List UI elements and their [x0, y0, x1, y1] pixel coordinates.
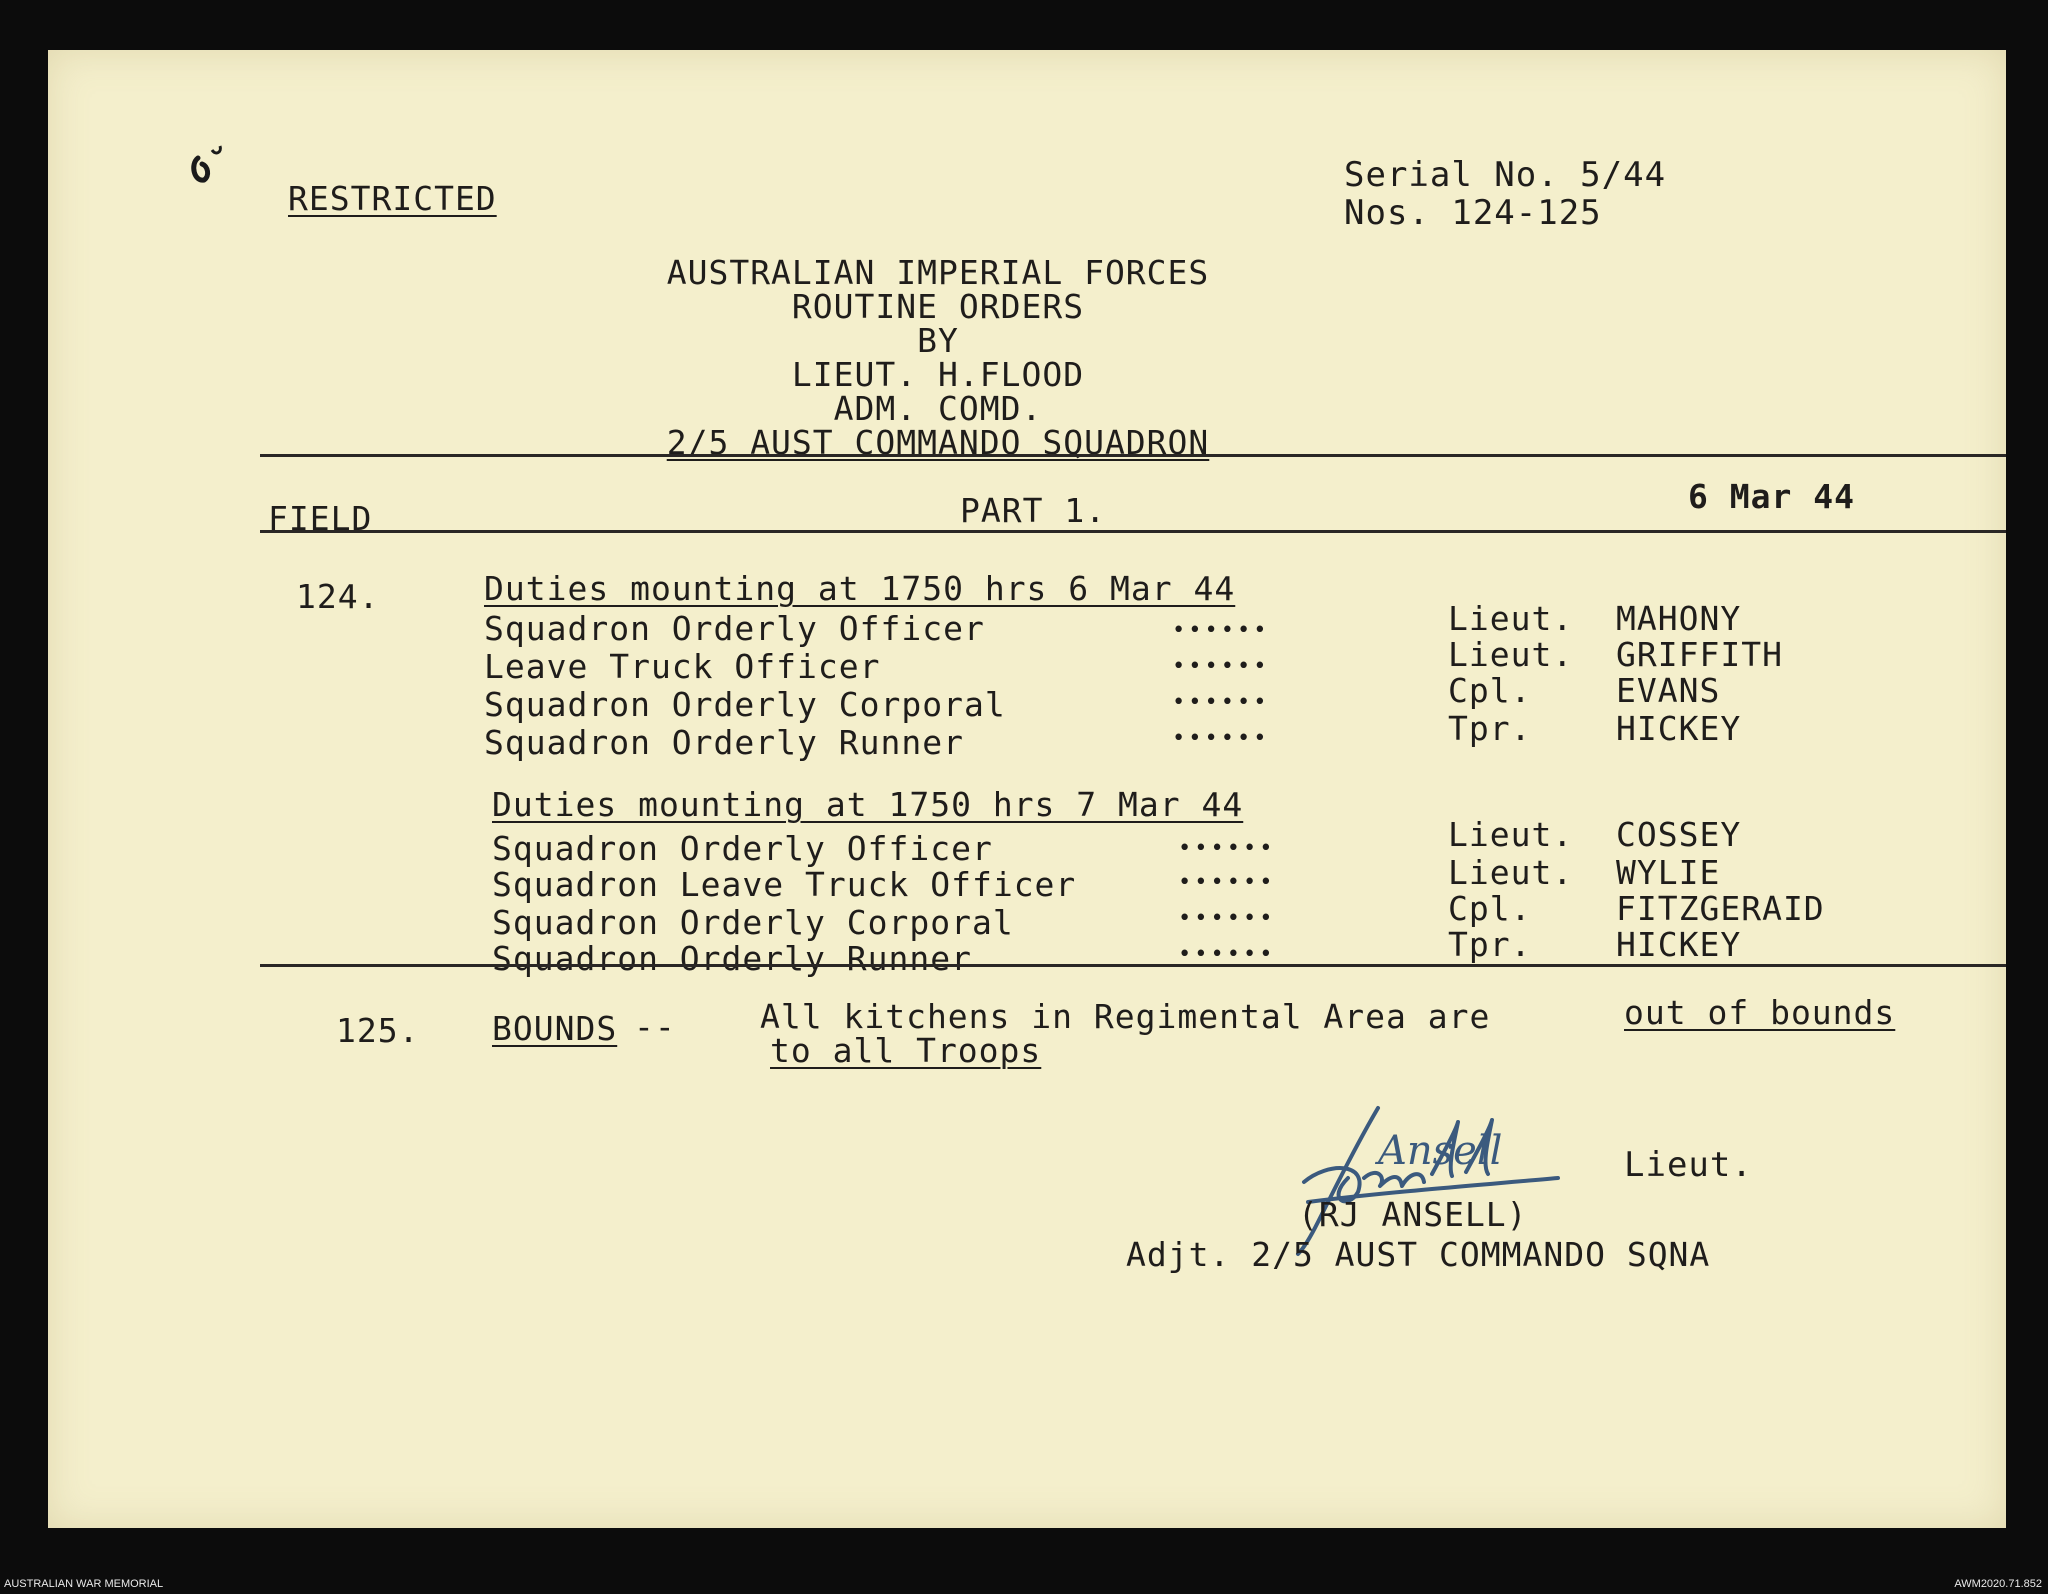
title-line-3: BY — [917, 321, 959, 360]
classification-label: RESTRICTED — [288, 179, 497, 218]
duty-label: Squadron Orderly Officer — [492, 829, 993, 868]
title-line-1: AUSTRALIAN IMPERIAL FORCES — [666, 253, 1210, 292]
dot-leader: •••••• — [1172, 654, 1270, 679]
duty-label: Squadron Orderly Officer — [484, 609, 985, 648]
dot-leader: •••••• — [1178, 942, 1276, 967]
duty-rank: Tpr. — [1448, 709, 1532, 748]
divider-top — [260, 454, 2006, 457]
order-numbers: Nos. 124-125 — [1344, 193, 1602, 233]
document-title-block — [608, 253, 1268, 462]
duty-assignee: GRIFFITH — [1616, 635, 1783, 674]
duty-assignee: HICKEY — [1616, 925, 1742, 964]
bounds-label: BOUNDS — [492, 1009, 618, 1048]
dot-leader: •••••• — [1178, 906, 1276, 931]
duty-rank: Lieut. — [1448, 815, 1574, 854]
title-line-2: ROUTINE ORDERS — [791, 287, 1085, 326]
duty-rank: Lieut. — [1448, 599, 1574, 638]
duty-label: Squadron Orderly Corporal — [484, 685, 1006, 724]
document-page — [48, 50, 2006, 1528]
signatory-appointment: Adjt. 2/5 AUST COMMANDO SQNA — [1126, 1235, 1711, 1274]
signatory-rank: Lieut. — [1624, 1145, 1753, 1185]
signature-text: Ansell — [1378, 1128, 1503, 1174]
order-number-125: 125. — [336, 1011, 420, 1050]
bounds-dash: -- — [634, 1007, 676, 1046]
duty-assignee: WYLIE — [1616, 853, 1721, 892]
duties-heading-1: Duties mounting at 1750 hrs 6 Mar 44 — [484, 569, 1236, 608]
footer-accession: AWM2020.71.852 — [1954, 1578, 2042, 1590]
title-line-6: 2/5 AUST COMMANDO SQUADRON — [666, 423, 1210, 462]
signatory-name: (RJ ANSELL) — [1298, 1195, 1528, 1234]
duty-rank: Lieut. — [1448, 635, 1574, 674]
duty-rank: Tpr. — [1448, 925, 1532, 964]
divider-part — [260, 530, 2006, 533]
dot-leader: •••••• — [1172, 690, 1270, 715]
duty-rank: Lieut. — [1448, 853, 1574, 892]
dot-leader: •••••• — [1178, 870, 1276, 895]
order-date: 6 Mar 44 — [1688, 477, 1855, 516]
order-number-124: 124. — [296, 577, 380, 616]
duties-heading-2: Duties mounting at 1750 hrs 7 Mar 44 — [492, 785, 1244, 824]
bounds-out-of-bounds: out of bounds — [1624, 993, 1896, 1032]
duty-label: Squadron Orderly Runner — [484, 723, 964, 762]
dot-leader: •••••• — [1172, 726, 1270, 751]
part-label: PART 1. — [960, 491, 1107, 530]
bounds-text-line1: All kitchens in Regimental Area are — [760, 997, 1491, 1036]
title-line-4: LIEUT. H.FLOOD — [791, 355, 1085, 394]
dot-leader: •••••• — [1172, 618, 1270, 643]
field-label: FIELD — [268, 499, 373, 538]
duty-assignee: COSSEY — [1616, 815, 1742, 854]
duty-assignee: EVANS — [1616, 671, 1721, 710]
duty-assignee: HICKEY — [1616, 709, 1742, 748]
dot-leader: •••••• — [1178, 836, 1276, 861]
serial-number: Serial No. 5/44 — [1344, 155, 1667, 195]
footer-institution: AUSTRALIAN WAR MEMORIAL — [4, 1578, 164, 1590]
bounds-text-line2: to all Troops — [770, 1031, 1042, 1070]
title-line-5: ADM. COMD. — [833, 389, 1043, 428]
duty-label: Squadron Orderly Corporal — [492, 903, 1014, 942]
divider-bottom — [260, 964, 2006, 967]
duty-label: Squadron Orderly Runner — [492, 939, 972, 978]
duty-assignee: MAHONY — [1616, 599, 1742, 638]
duty-label: Leave Truck Officer — [484, 647, 881, 686]
pencil-mark-icon — [186, 130, 236, 190]
duty-label: Squadron Leave Truck Officer — [492, 865, 1077, 904]
duty-rank: Cpl. — [1448, 671, 1532, 710]
duty-rank: Cpl. — [1448, 889, 1532, 928]
duty-assignee: FITZGERAID — [1616, 889, 1825, 928]
